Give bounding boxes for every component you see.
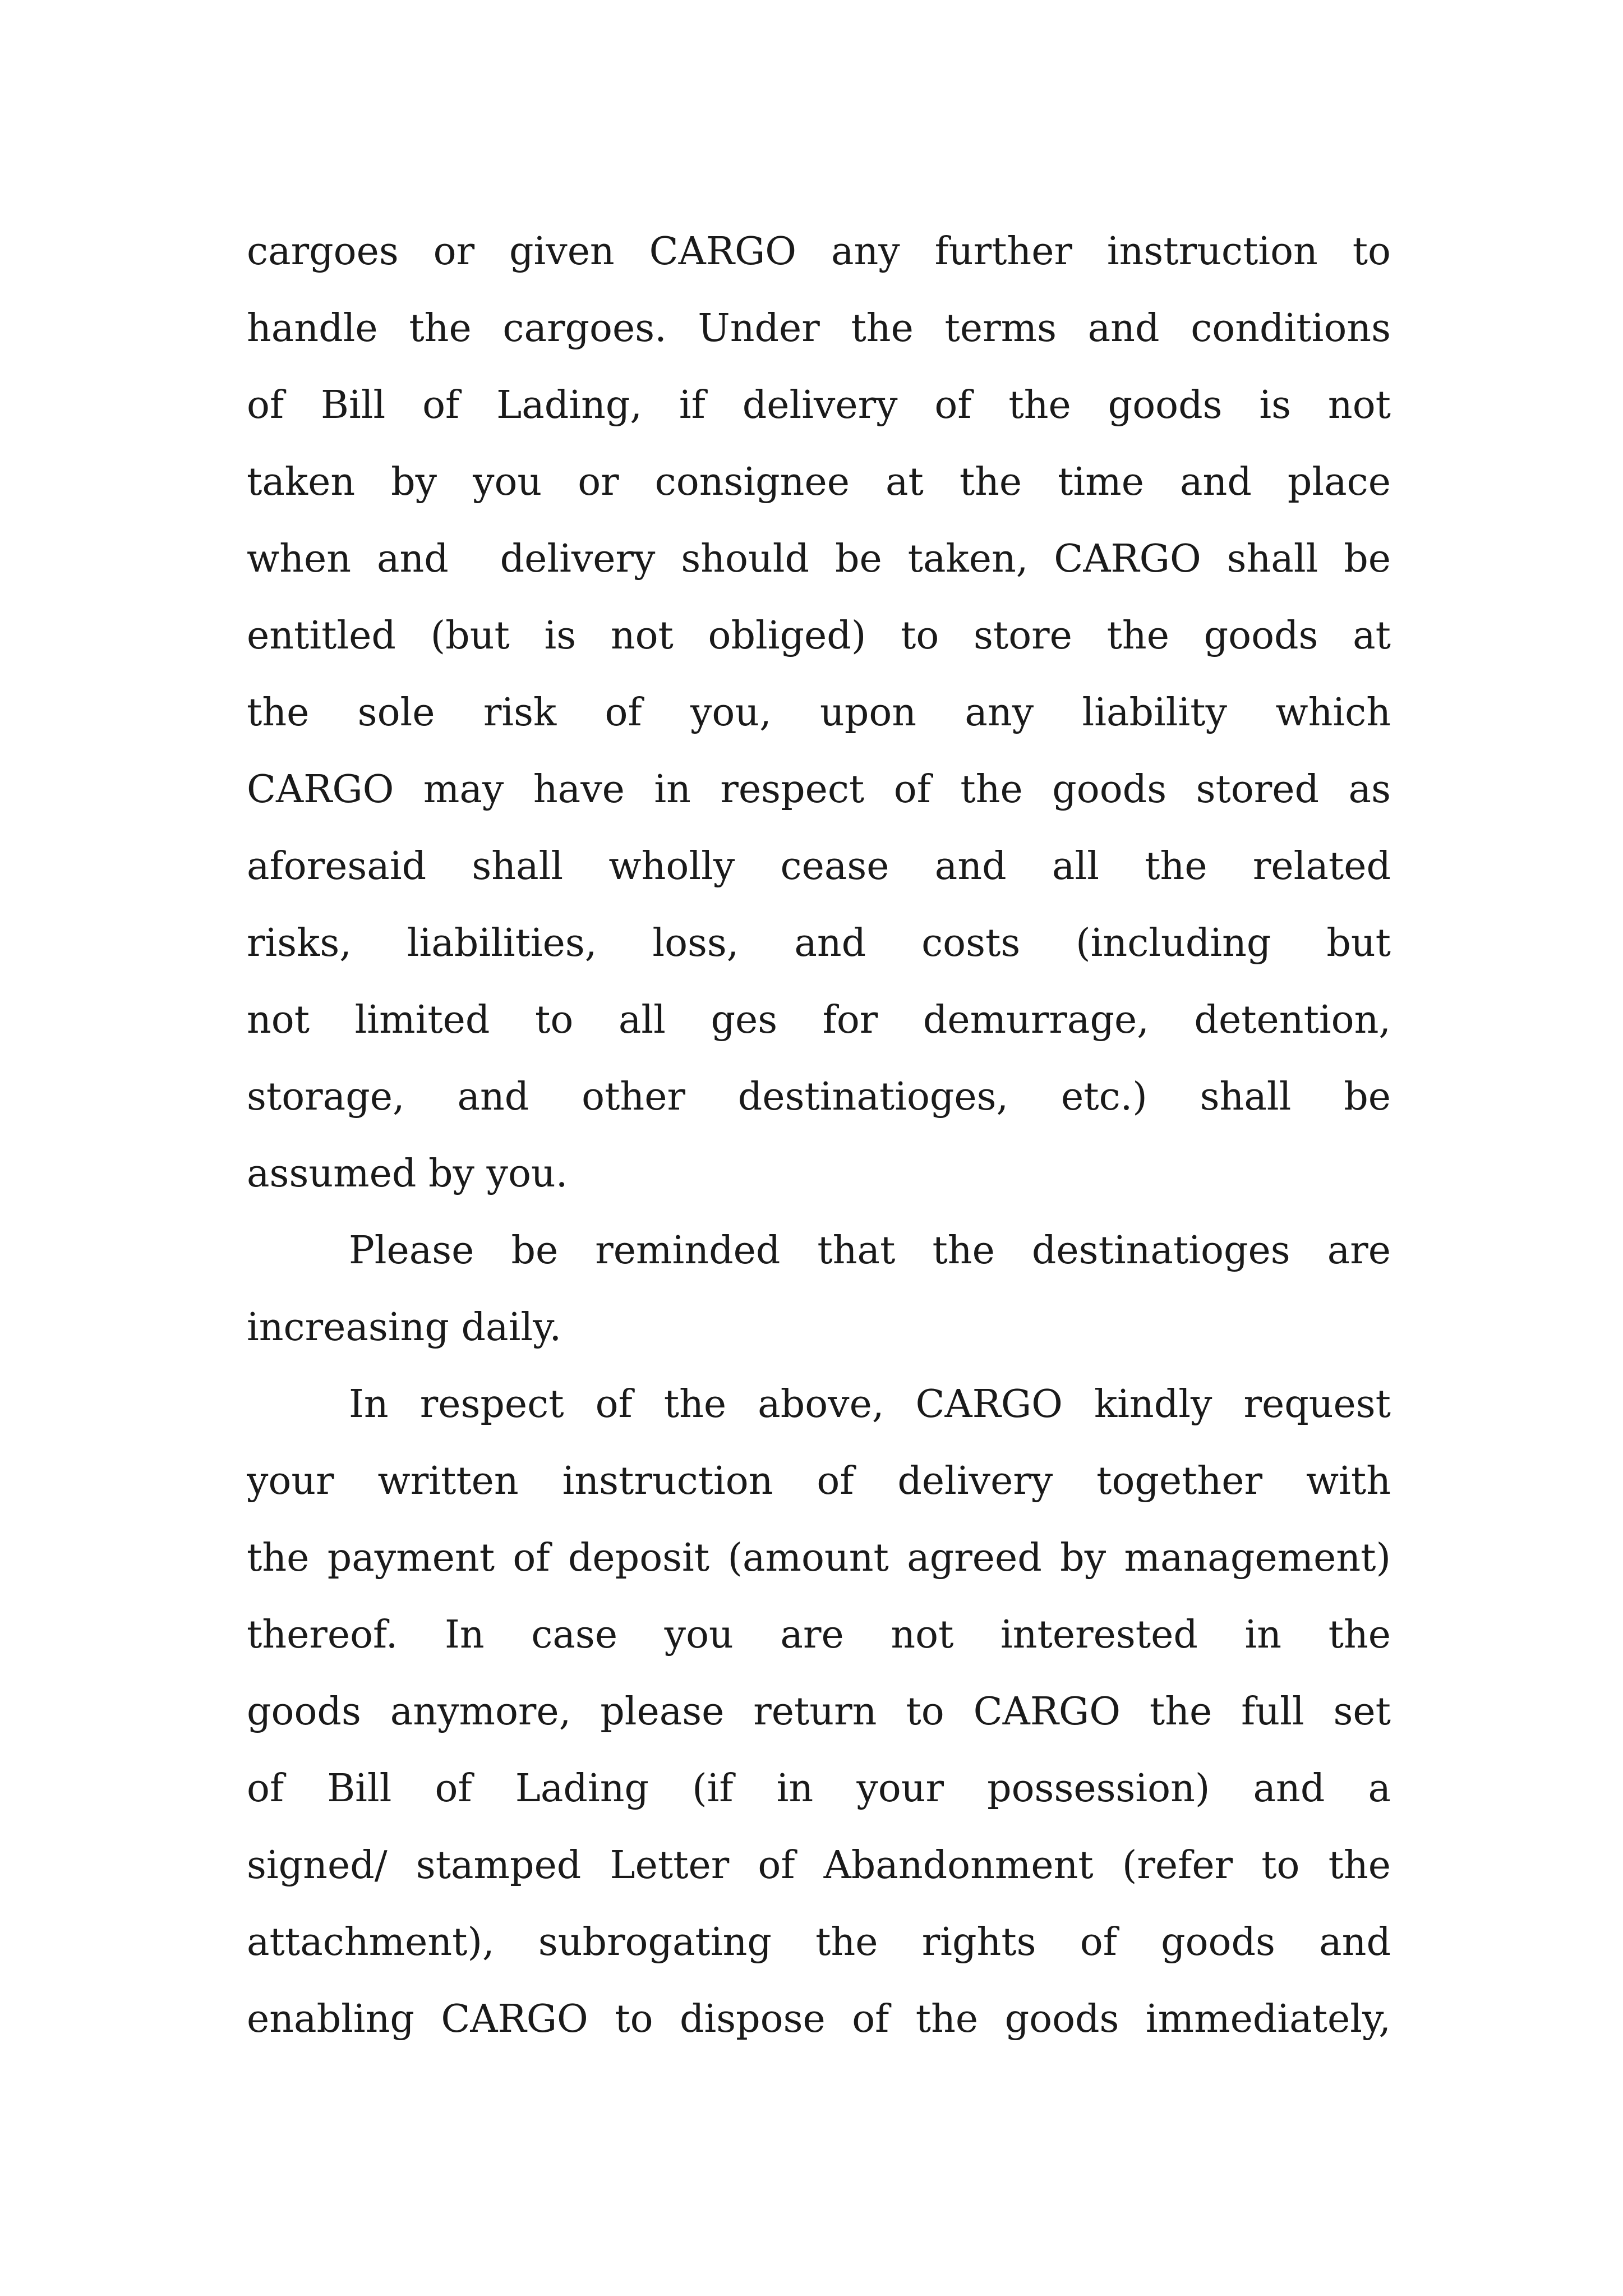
body-text <box>247 213 1391 2058</box>
text-line: handle the cargoes. Under the terms and conditions <box>247 306 1391 351</box>
text-line: storage, and other destinatioges, etc.) shall be <box>247 1075 1391 1119</box>
text-line: when and delivery should be taken, CARGO shall be <box>247 537 1391 581</box>
text-line: enabling CARGO to dispose of the goods immediately, <box>247 1997 1391 2041</box>
text-line: of Bill of Lading, if delivery of the goods is not <box>247 383 1391 427</box>
text-line: goods anymore, please return to CARGO the full set <box>247 1690 1391 1734</box>
text-line: taken by you or consignee at the time and place <box>247 460 1391 504</box>
text-line: your written instruction of delivery together with <box>247 1459 1391 1503</box>
text-line: risks, liabilities, loss, and costs (including but <box>247 921 1391 965</box>
text-line: signed/ stamped Letter of Abandonment (refer to the <box>247 1843 1391 1888</box>
text-line: assumed by you. <box>247 1152 568 1196</box>
text-line: CARGO may have in respect of the goods stored as <box>247 767 1391 812</box>
text-line: entitled (but is not obliged) to store the goods at <box>247 614 1391 658</box>
text-line: not limited to all ges for demurrage, detention, <box>247 998 1391 1042</box>
text-line: the payment of deposit (amount agreed by management) <box>247 1536 1391 1580</box>
text-line: increasing daily. <box>247 1305 562 1350</box>
text-line: the sole risk of you, upon any liability which <box>247 691 1391 735</box>
text-line: Please be reminded that the destinatioges are <box>349 1228 1391 1273</box>
text-line: cargoes or given CARGO any further instruction to <box>247 229 1391 274</box>
text-line: aforesaid shall wholly cease and all the related <box>247 844 1391 889</box>
text-line: attachment), subrogating the rights of goods and <box>247 1920 1391 1964</box>
text-line: thereof. In case you are not interested in the <box>247 1613 1391 1657</box>
text-line: of Bill of Lading (if in your possession) and a <box>247 1766 1391 1811</box>
text-line: In respect of the above, CARGO kindly request <box>349 1382 1391 1427</box>
